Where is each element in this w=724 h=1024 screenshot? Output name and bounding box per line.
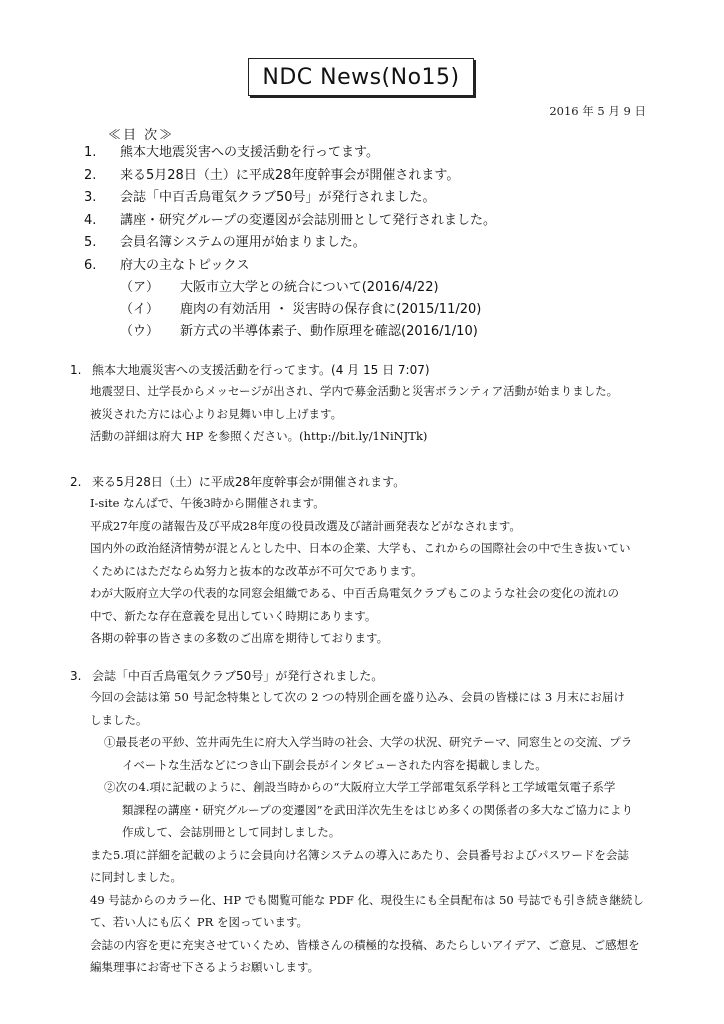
- table-of-contents: [84, 142, 644, 343]
- list-item-continuation: 作成して、会誌別冊として同封しました。: [122, 825, 341, 839]
- section-heading: [70, 472, 660, 492]
- section-heading: [70, 360, 660, 380]
- paragraph-line: また5.項に詳細を記載のように会員向け名簿システムの導入にあたり、会員番号およびパスワードを会誌: [90, 847, 629, 862]
- toc-subitem: [84, 321, 644, 343]
- toc-item-text: 来る5月28日（土）に平成28年度幹事会が開催されます。: [120, 167, 460, 183]
- paragraph-line: 地震翌日、辻学長からメッセージが出され、学内で募金活動と災害ボランティア活動が始まりました。: [90, 384, 619, 398]
- toc-subitem: [84, 277, 644, 299]
- paragraph-line: わが大阪府立大学の代表的な同窓会組織である、中百舌鳥電気クラブもこのような社会の変化の流れの: [90, 586, 619, 600]
- list-item-continuation: イベートな生活などにつき山下副会長がインタビューされた内容を掲載しました。: [122, 757, 547, 772]
- paragraph-line: くためにはただならぬ努力と抜本的な改革が不可欠であります。: [90, 563, 423, 578]
- toc-item: [84, 232, 644, 255]
- toc-item-number: 6.: [84, 257, 97, 273]
- section-heading: [70, 666, 660, 686]
- paragraph-line: 今回の会誌は第 50 号記念特集として次の 2 つの特別企画を盛り込み、会員の皆様には 3 月末にお届け: [90, 690, 625, 704]
- toc-item: [84, 142, 644, 165]
- toc-subitem-mark: （ア）: [120, 280, 160, 295]
- paragraph-line: 各期の幹事の皆さまの多数のご出席を期待しております。: [90, 631, 389, 645]
- toc-item-number: 2.: [84, 167, 97, 183]
- list-item: ①最長老の平紗、笠井両先生に府大入学当時の社会、大学の状況、研究テーマ、同窓生との交流、プラ: [104, 735, 633, 749]
- section-1: [70, 360, 660, 448]
- toc-item: [84, 255, 644, 278]
- paragraph-line: て、若い人にも広く PR を図っています。: [90, 915, 309, 929]
- section-number: 2.: [70, 475, 82, 489]
- paragraph-line: に同封しました。: [90, 870, 182, 884]
- section-number: 1.: [70, 363, 82, 377]
- section-number: 3.: [70, 669, 82, 683]
- toc-item-text: 会員名簿システムの運用が始まりました。: [120, 235, 366, 250]
- toc-item-text: 講座・研究グループの変遷図が会誌別冊として発行されました。: [120, 212, 496, 228]
- toc-subitem-text: 大阪市立大学との統合について(2016/4/22): [180, 280, 439, 295]
- toc-subitem-mark: （イ）: [120, 302, 160, 317]
- paragraph-line: 49 号誌からのカラー化、HP でも閲覧可能な PDF 化、現役生にも全員配布は 50 号誌でも引き続き継続し: [90, 892, 644, 907]
- toc-item: [84, 210, 644, 233]
- toc-subitem-text: 鹿肉の有効活用 ・ 災害時の保存食に(2015/11/20): [180, 302, 482, 317]
- section-title: 熊本大地震災害への支援活動を行ってます。(4 月 15 日 7:07): [92, 363, 430, 377]
- list-item: ②次の4.項に記載のように、創設当時からの“大阪府立大学工学部電気系学科と工学域電気電子系学: [104, 780, 616, 794]
- toc-item-text: 熊本大地震災害への支援活動を行ってます。: [120, 145, 379, 160]
- toc-subitem-text: 新方式の半導体素子、動作原理を確認(2016/1/10): [180, 324, 478, 339]
- toc-item-number: 4.: [84, 212, 97, 228]
- toc-item-text: 会誌「中百舌鳥電気クラブ50号」が発行されました。: [120, 190, 436, 205]
- toc-item-number: 5.: [84, 235, 97, 250]
- toc-item: [84, 165, 644, 188]
- issue-date: 2016 年 5 月 9 日: [549, 104, 646, 118]
- paragraph-line: 被災された方には心よりお見舞い申し上げます。: [90, 406, 343, 421]
- toc-subitem-mark: （ウ）: [120, 324, 160, 339]
- paragraph-line: 活動の詳細は府大 HP を参照ください。(http://bit.ly/1NiNJTk): [90, 429, 428, 443]
- paragraph-line: I-site なんばで、午後3時から開催されます。: [90, 496, 325, 510]
- toc-subitem: [84, 299, 644, 321]
- toc-title: ≪目 次≫: [108, 128, 175, 143]
- paragraph-line: しました。: [90, 712, 148, 727]
- paragraph-line: 編集理事にお寄せ下さるようお願いします。: [90, 960, 320, 974]
- section-3: [70, 666, 660, 979]
- toc-item-number: 3.: [84, 190, 97, 205]
- toc-item: [84, 187, 644, 210]
- paragraph-line: 平成27年度の諸報告及び平成28年度の役員改選及び諸計画発表などがなされます。: [90, 518, 521, 533]
- section-title: 会誌「中百舌鳥電気クラブ50号」が発行されました。: [92, 669, 384, 683]
- toc-item-number: 1.: [84, 145, 97, 160]
- paragraph-line: 中で、新たな存在意義を見出していく時期にあります。: [90, 608, 377, 623]
- newsletter-title: NDC News(No15): [248, 58, 474, 96]
- section-title: 来る5月28日（土）に平成28年度幹事会が開催されます。: [92, 475, 406, 489]
- paragraph-line: 会誌の内容を更に充実させていくため、皆様さんの積極的な投稿、あたらしいアイデア、ご意見、ご感想を: [90, 937, 640, 952]
- paragraph-line: 国内外の政治経済情勢が混とんとした中、日本の企業、大学も、これからの国際社会の中で生き抜いてい: [90, 541, 631, 555]
- list-item-continuation: 類課程の講座・研究グループの変遷図”を武田洋次先生をはじめ多くの関係者の多大なご協力により: [122, 802, 633, 817]
- section-2: [70, 472, 660, 650]
- toc-item-text: 府大の主なトピックス: [120, 257, 250, 273]
